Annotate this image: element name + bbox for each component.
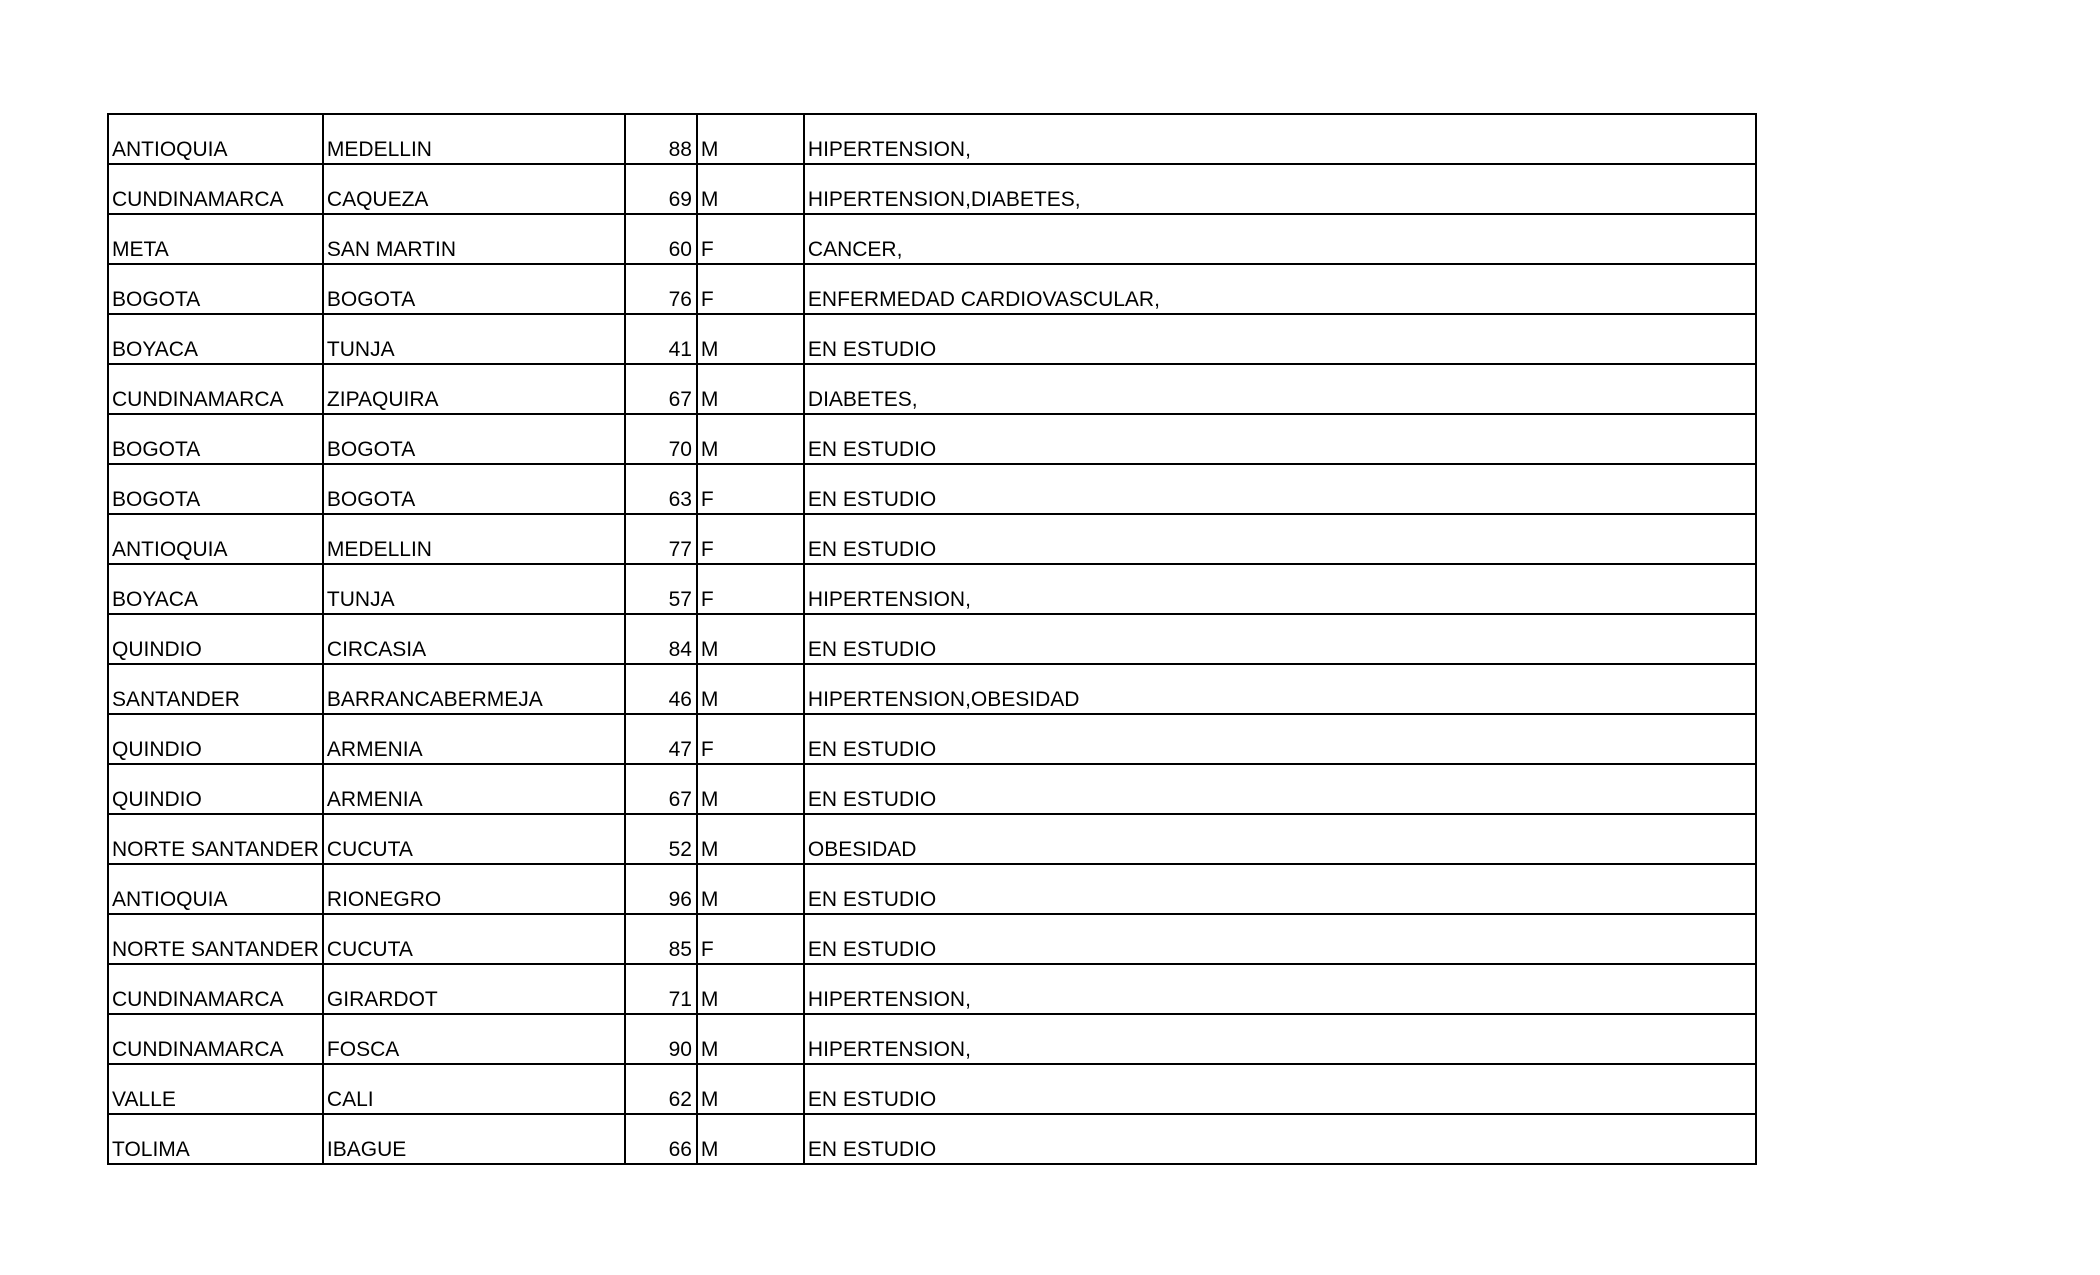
age-cell: 85	[625, 914, 697, 964]
department-cell: CUNDINAMARCA	[108, 364, 323, 414]
age-cell: 57	[625, 564, 697, 614]
condition-cell: HIPERTENSION,	[804, 964, 1756, 1014]
table-row	[108, 114, 1756, 164]
condition-cell: EN ESTUDIO	[804, 614, 1756, 664]
table-row	[108, 364, 1756, 414]
department-cell: CUNDINAMARCA	[108, 1014, 323, 1064]
department-cell: BOYACA	[108, 564, 323, 614]
table-row	[108, 914, 1756, 964]
table-row	[108, 614, 1756, 664]
sex-cell: M	[697, 614, 804, 664]
city-cell: ARMENIA	[323, 714, 625, 764]
department-cell: CUNDINAMARCA	[108, 964, 323, 1014]
age-cell: 67	[625, 764, 697, 814]
sex-cell: F	[697, 514, 804, 564]
sex-cell: M	[697, 1064, 804, 1114]
city-cell: GIRARDOT	[323, 964, 625, 1014]
city-cell: BOGOTA	[323, 414, 625, 464]
sex-cell: F	[697, 264, 804, 314]
sex-cell: F	[697, 914, 804, 964]
city-cell: SAN MARTIN	[323, 214, 625, 264]
city-cell: CALI	[323, 1064, 625, 1114]
table-row	[108, 714, 1756, 764]
table-row	[108, 164, 1756, 214]
table-row	[108, 264, 1756, 314]
table-row	[108, 864, 1756, 914]
age-cell: 88	[625, 114, 697, 164]
city-cell: MEDELLIN	[323, 114, 625, 164]
department-cell: ANTIOQUIA	[108, 114, 323, 164]
age-cell: 69	[625, 164, 697, 214]
table-row	[108, 514, 1756, 564]
condition-cell: OBESIDAD	[804, 814, 1756, 864]
table-body	[108, 114, 1756, 1164]
cases-table	[107, 113, 1757, 1165]
sex-cell: M	[697, 414, 804, 464]
department-cell: CUNDINAMARCA	[108, 164, 323, 214]
department-cell: TOLIMA	[108, 1114, 323, 1164]
condition-cell: CANCER,	[804, 214, 1756, 264]
table-row	[108, 814, 1756, 864]
condition-cell: EN ESTUDIO	[804, 414, 1756, 464]
table-row	[108, 1014, 1756, 1064]
age-cell: 90	[625, 1014, 697, 1064]
sex-cell: F	[697, 564, 804, 614]
sex-cell: M	[697, 1114, 804, 1164]
condition-cell: HIPERTENSION,	[804, 114, 1756, 164]
age-cell: 70	[625, 414, 697, 464]
age-cell: 47	[625, 714, 697, 764]
department-cell: ANTIOQUIA	[108, 864, 323, 914]
city-cell: BOGOTA	[323, 264, 625, 314]
city-cell: ZIPAQUIRA	[323, 364, 625, 414]
age-cell: 67	[625, 364, 697, 414]
age-cell: 46	[625, 664, 697, 714]
city-cell: MEDELLIN	[323, 514, 625, 564]
condition-cell: EN ESTUDIO	[804, 714, 1756, 764]
age-cell: 76	[625, 264, 697, 314]
condition-cell: EN ESTUDIO	[804, 764, 1756, 814]
sex-cell: M	[697, 664, 804, 714]
city-cell: ARMENIA	[323, 764, 625, 814]
city-cell: TUNJA	[323, 314, 625, 364]
city-cell: BOGOTA	[323, 464, 625, 514]
city-cell: TUNJA	[323, 564, 625, 614]
department-cell: BOGOTA	[108, 464, 323, 514]
table-row	[108, 1064, 1756, 1114]
condition-cell: HIPERTENSION,DIABETES,	[804, 164, 1756, 214]
city-cell: IBAGUE	[323, 1114, 625, 1164]
sex-cell: M	[697, 964, 804, 1014]
department-cell: QUINDIO	[108, 614, 323, 664]
department-cell: SANTANDER	[108, 664, 323, 714]
department-cell: META	[108, 214, 323, 264]
table-row	[108, 214, 1756, 264]
condition-cell: EN ESTUDIO	[804, 1114, 1756, 1164]
sex-cell: M	[697, 864, 804, 914]
city-cell: BARRANCABERMEJA	[323, 664, 625, 714]
sex-cell: M	[697, 814, 804, 864]
sex-cell: F	[697, 464, 804, 514]
department-cell: BOYACA	[108, 314, 323, 364]
department-cell: NORTE SANTANDER	[108, 914, 323, 964]
table-row	[108, 664, 1756, 714]
sex-cell: M	[697, 114, 804, 164]
city-cell: RIONEGRO	[323, 864, 625, 914]
age-cell: 84	[625, 614, 697, 664]
condition-cell: HIPERTENSION,	[804, 564, 1756, 614]
table-row	[108, 764, 1756, 814]
department-cell: NORTE SANTANDER	[108, 814, 323, 864]
department-cell: BOGOTA	[108, 414, 323, 464]
age-cell: 66	[625, 1114, 697, 1164]
age-cell: 60	[625, 214, 697, 264]
data-sheet	[107, 113, 1757, 1165]
age-cell: 96	[625, 864, 697, 914]
table-row	[108, 1114, 1756, 1164]
table-row	[108, 964, 1756, 1014]
condition-cell: EN ESTUDIO	[804, 1064, 1756, 1114]
condition-cell: DIABETES,	[804, 364, 1756, 414]
age-cell: 71	[625, 964, 697, 1014]
condition-cell: ENFERMEDAD CARDIOVASCULAR,	[804, 264, 1756, 314]
department-cell: VALLE	[108, 1064, 323, 1114]
condition-cell: EN ESTUDIO	[804, 514, 1756, 564]
condition-cell: EN ESTUDIO	[804, 464, 1756, 514]
department-cell: QUINDIO	[108, 714, 323, 764]
table-row	[108, 414, 1756, 464]
table-row	[108, 464, 1756, 514]
age-cell: 63	[625, 464, 697, 514]
condition-cell: EN ESTUDIO	[804, 314, 1756, 364]
department-cell: QUINDIO	[108, 764, 323, 814]
condition-cell: HIPERTENSION,	[804, 1014, 1756, 1064]
city-cell: CIRCASIA	[323, 614, 625, 664]
sex-cell: M	[697, 1014, 804, 1064]
sex-cell: M	[697, 364, 804, 414]
sex-cell: M	[697, 314, 804, 364]
age-cell: 41	[625, 314, 697, 364]
condition-cell: EN ESTUDIO	[804, 914, 1756, 964]
city-cell: CAQUEZA	[323, 164, 625, 214]
table-row	[108, 314, 1756, 364]
condition-cell: HIPERTENSION,OBESIDAD	[804, 664, 1756, 714]
sex-cell: F	[697, 214, 804, 264]
sex-cell: M	[697, 764, 804, 814]
sex-cell: M	[697, 164, 804, 214]
age-cell: 62	[625, 1064, 697, 1114]
city-cell: FOSCA	[323, 1014, 625, 1064]
city-cell: CUCUTA	[323, 914, 625, 964]
table-row	[108, 564, 1756, 614]
age-cell: 77	[625, 514, 697, 564]
department-cell: BOGOTA	[108, 264, 323, 314]
condition-cell: EN ESTUDIO	[804, 864, 1756, 914]
department-cell: ANTIOQUIA	[108, 514, 323, 564]
city-cell: CUCUTA	[323, 814, 625, 864]
sex-cell: F	[697, 714, 804, 764]
age-cell: 52	[625, 814, 697, 864]
